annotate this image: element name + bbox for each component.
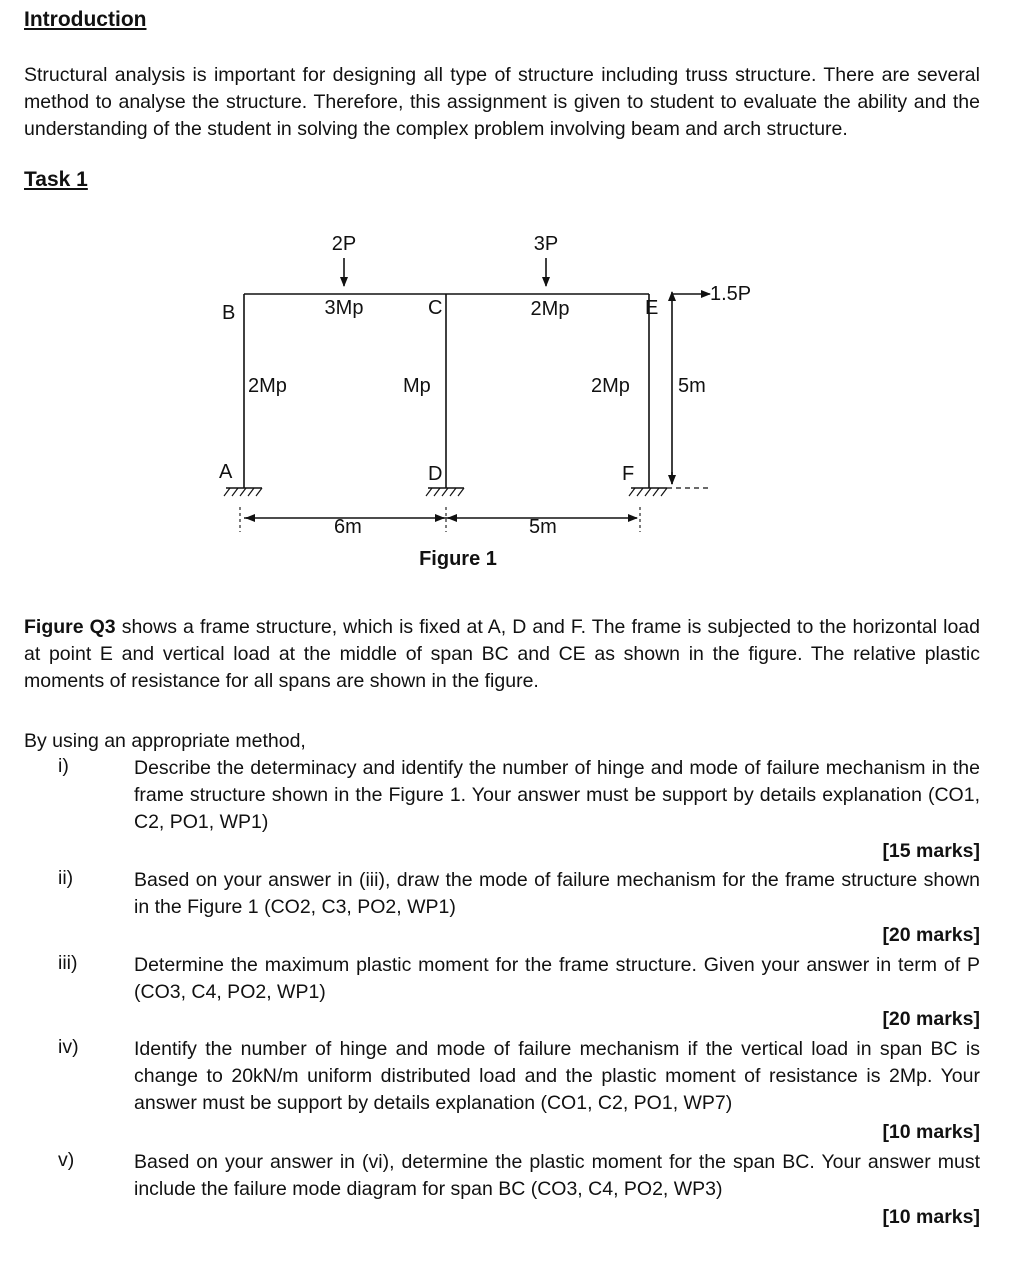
- load-ce-label: 3P: [533, 233, 559, 255]
- node-f-label: F: [622, 463, 635, 485]
- node-b-label: B: [222, 302, 236, 324]
- node-e-label: E: [645, 297, 659, 319]
- question-text: Identify the number of hinge and mode of failure mechanism if the vertical load in span BC is change to 20kN/m uniform distributed load and the plastic moment of resistance is 2Mp. Your answer must be support by details explanation (CO1, C2, PO1, WP7): [134, 1038, 980, 1114]
- question-number: v): [58, 1149, 75, 1171]
- mp-ef-label: 2Mp: [591, 375, 630, 397]
- figure-caption: Figure 1: [419, 548, 497, 570]
- task-heading: Task 1: [24, 168, 88, 191]
- mp-cd-label: Mp: [403, 375, 431, 397]
- question-text: Based on your answer in (vi), determine the plastic moment for the span BC. Your answer must include the failure mode diagram for span BC (CO3, C4, PO2, WP3): [134, 1151, 980, 1200]
- span-ad-label: 6m: [334, 516, 362, 538]
- question-marks: [10 marks]: [882, 1121, 980, 1143]
- question-number: iv): [58, 1036, 79, 1058]
- frame-figure: [0, 222, 1009, 582]
- description-text: shows a frame structure, which is fixed at A, D and F. The frame is subjected to the horizontal load at point E and vertical load at the middle of span BC and CE as shown in the figure. The relative plastic moments of resistance for all spans are shown in the figure.: [24, 616, 980, 692]
- figure-reference: Figure Q3: [24, 616, 116, 638]
- question-text: Describe the determinacy and identify the number of hinge and mode of failure mechanism in the frame structure shown in the Figure 1. Your answer must be support by details explanation (CO1, C2, PO1, WP1): [134, 757, 980, 833]
- question-text: Based on your answer in (iii), draw the mode of failure mechanism for the frame structure shown in the Figure 1 (CO2, C3, PO2, WP1): [134, 869, 980, 918]
- intro-heading: Introduction: [24, 8, 147, 31]
- mp-ab-label: 2Mp: [248, 375, 287, 397]
- mp-bc-label: 3Mp: [324, 297, 364, 319]
- question-marks: [20 marks]: [882, 924, 980, 946]
- figure-description: [24, 614, 980, 695]
- mp-ce-label: 2Mp: [530, 298, 570, 320]
- dimension-extension-lines: [240, 507, 640, 532]
- support-hatching: [224, 488, 667, 496]
- question-marks: [20 marks]: [882, 1008, 980, 1030]
- span-df-label: 5m: [529, 516, 557, 538]
- load-bc-label: 2P: [331, 233, 357, 255]
- intro-paragraph: Structural analysis is important for designing all type of structure including truss structure. There are several method to analyse the structure. Therefore, this assignment is given to student to evaluate the ability and the understanding of the student in solving the complex problem involving beam and arch structure.: [24, 64, 980, 140]
- load-e-label: 1.5P: [710, 283, 752, 305]
- node-d-label: D: [428, 463, 443, 485]
- question-number: ii): [58, 867, 74, 889]
- question-number: iii): [58, 952, 78, 974]
- node-a-label: A: [219, 461, 233, 483]
- question-marks: [15 marks]: [882, 840, 980, 862]
- node-c-label: C: [428, 297, 443, 319]
- height-label: 5m: [678, 375, 706, 397]
- question-number: i): [58, 755, 69, 777]
- question-marks: [10 marks]: [882, 1206, 980, 1228]
- method-line: By using an appropriate method,: [24, 730, 306, 752]
- question-text: Determine the maximum plastic moment for the frame structure. Given your answer in term of P (CO3, C4, PO2, WP1): [134, 954, 980, 1003]
